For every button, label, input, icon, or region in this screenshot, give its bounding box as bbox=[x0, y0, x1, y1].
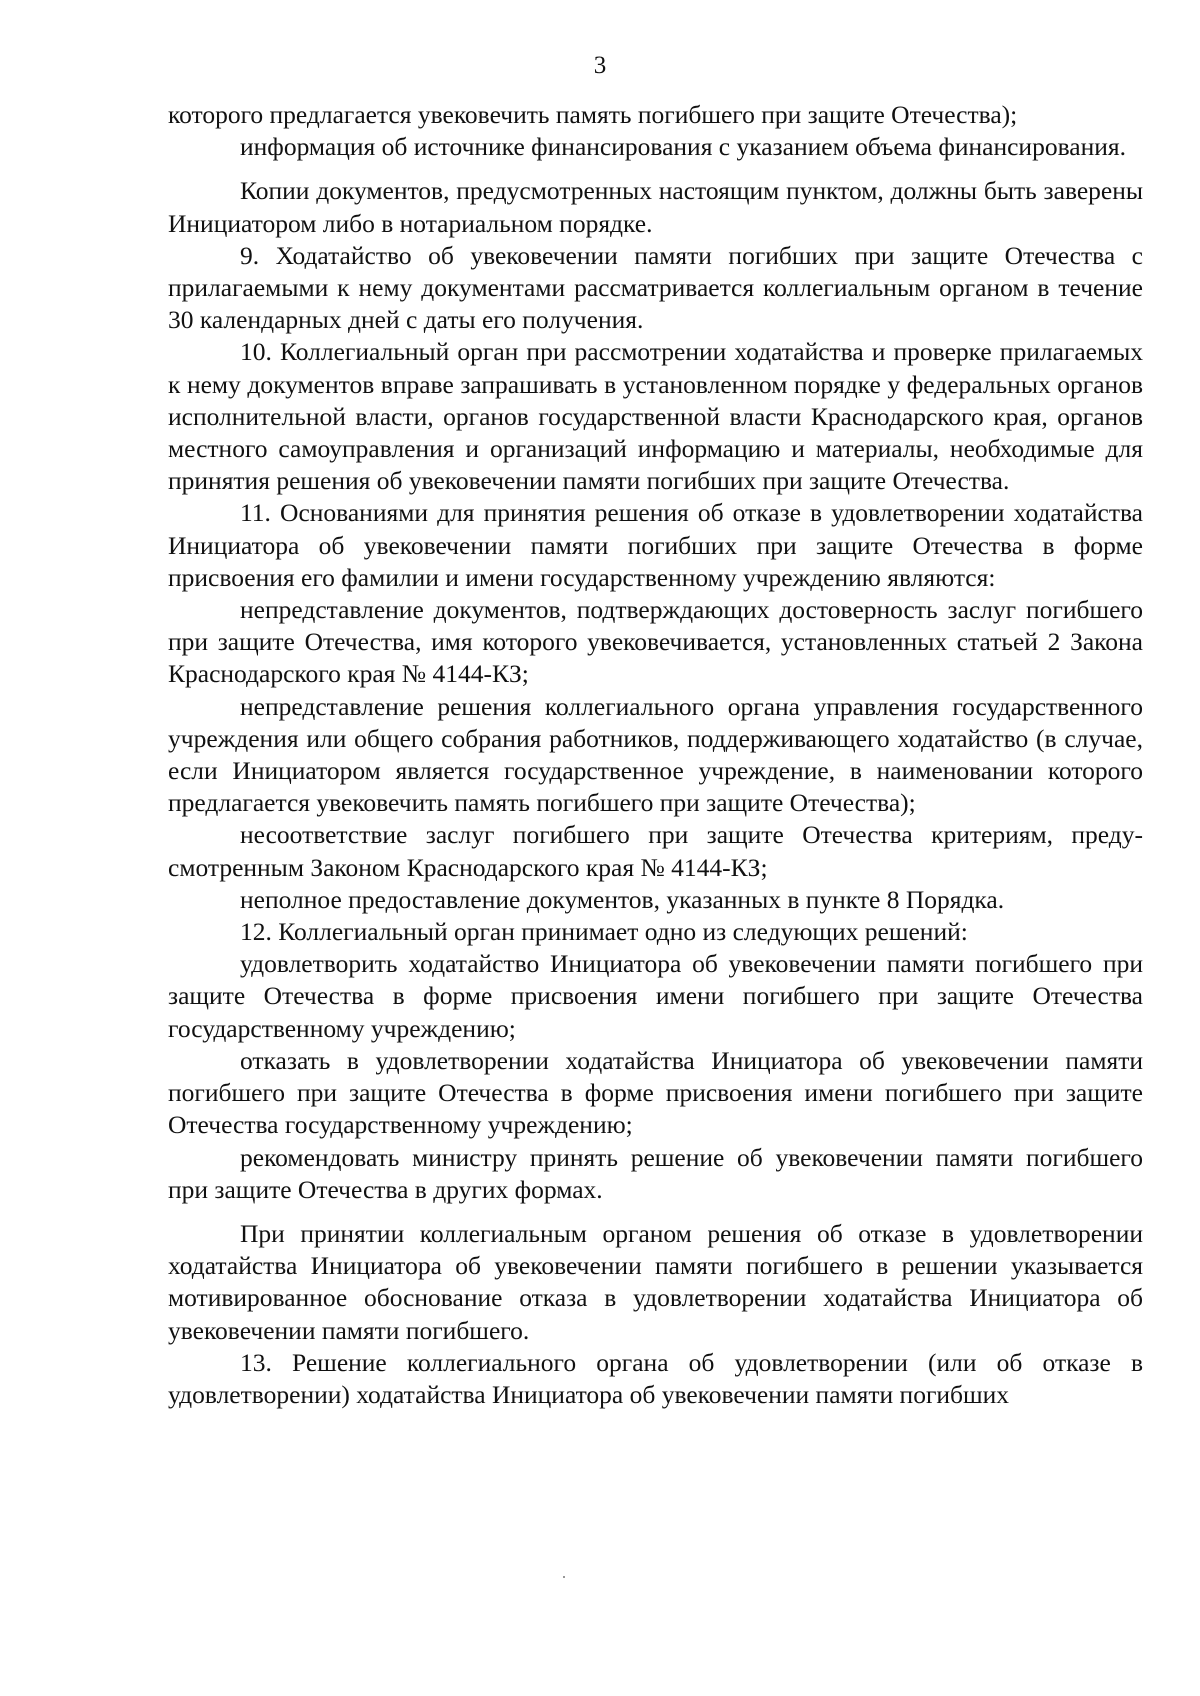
page-number: 3 bbox=[593, 52, 607, 79]
paragraph-ground-4: неполное предоставление документов, указанных в пункте 8 Порядка. bbox=[240, 884, 1005, 914]
document-body bbox=[168, 99, 1143, 1411]
paragraph-item-12: 12. Коллегиальный орган принимает одно из следующих решений: bbox=[240, 917, 968, 947]
paragraph-copies: Копии документов, предусмотренных настоящим пунктом, должны быть заверены Инициатором либо в нотариальном порядке. bbox=[168, 176, 1143, 238]
paragraph-item-9: 9. Ходатайство об увековечении памяти погибших при защите Отечества с прилагаемыми к нему документами рассматривается коллегиальным органом в течение 30 календарных дней с даты его получения. bbox=[168, 240, 1143, 335]
paragraph-decision-3: рекомендовать министру принять решение об увековечении памяти погибшего при защите Отечества в других формах. bbox=[168, 1142, 1143, 1204]
paragraph-continuation: которого предлагается увековечить память погибшего при защите Отечества); bbox=[168, 100, 1018, 129]
paragraph-item-11: 11. Основаниями для принятия решения об отказе в удовлетворении ходатайства Инициатора об увековечении памяти погибших при защите Отечества в форме присвоения его фамилии и имени государственному учреждению являются: bbox=[168, 498, 1143, 592]
paragraph-funding-info: информация об источнике финансирования с указанием объема финансирования. bbox=[240, 132, 1126, 162]
paragraph-item-13: 13. Решение коллегиального органа об удовлетворении (или об отказе в удовлетворении) ходатайства Инициатора об увековечении памяти погибших bbox=[168, 1347, 1143, 1409]
paragraph-ground-2: непредставление решения коллегиального органа управления государственного учреждения или общего собрания работников, поддерживающего ходатайство (в случае, если Инициатором является государственное учреждение, в наименовании которого предлагается увековечить память погибшего при защите Отечества); bbox=[168, 691, 1143, 818]
paragraph-ground-1: непредставление документов, подтверждающих достоверность заслуг погибшего при защите Отечества, имя которого увековечивается, установленных статьей 2 Закона Краснодарского края № 4144-КЗ; bbox=[168, 595, 1143, 689]
paragraph-decision-2: отказать в удовлетворении ходатайства Инициатора об увековечении памяти погибшего при защите Отечества в форме присвоения имени погибшего при защите Отечества государственному учреждению; bbox=[168, 1045, 1143, 1140]
paragraph-item-10: 10. Коллегиальный орган при рассмотрении ходатайства и проверке прилагаемых к нему документов вправе запрашивать в установленном порядке у федеральных органов исполнительной власти, органов государственной власти Краснодарского края, органов местного самоуправления и организаций информацию и материалы, необходимые для принятия решения об увековечении памяти погибших при защите Отечества. bbox=[168, 337, 1143, 496]
paragraph-ground-3: несоответствие заслуг погибшего при защите Отечества критериям, предусмотренным Законом Краснодарского края № 4144-КЗ; bbox=[168, 820, 1143, 882]
paragraph-decision-1: удовлетворить ходатайство Инициатора об увековечении памяти погибшего при защите Отечества в форме присвоения имени погибшего при защите Отечества государственному учреждению; bbox=[168, 949, 1143, 1043]
paragraph-refusal-justification: При принятии коллегиальным органом решения об отказе в удовлетворении ходатайства Инициатора об увековечении памяти погибшего в решении указывается мотивированное обоснование отказа в удовлетворении ходатайства Инициатора об увековечении памяти погибшего. bbox=[168, 1218, 1143, 1345]
scan-artifact-dot bbox=[563, 1576, 565, 1578]
